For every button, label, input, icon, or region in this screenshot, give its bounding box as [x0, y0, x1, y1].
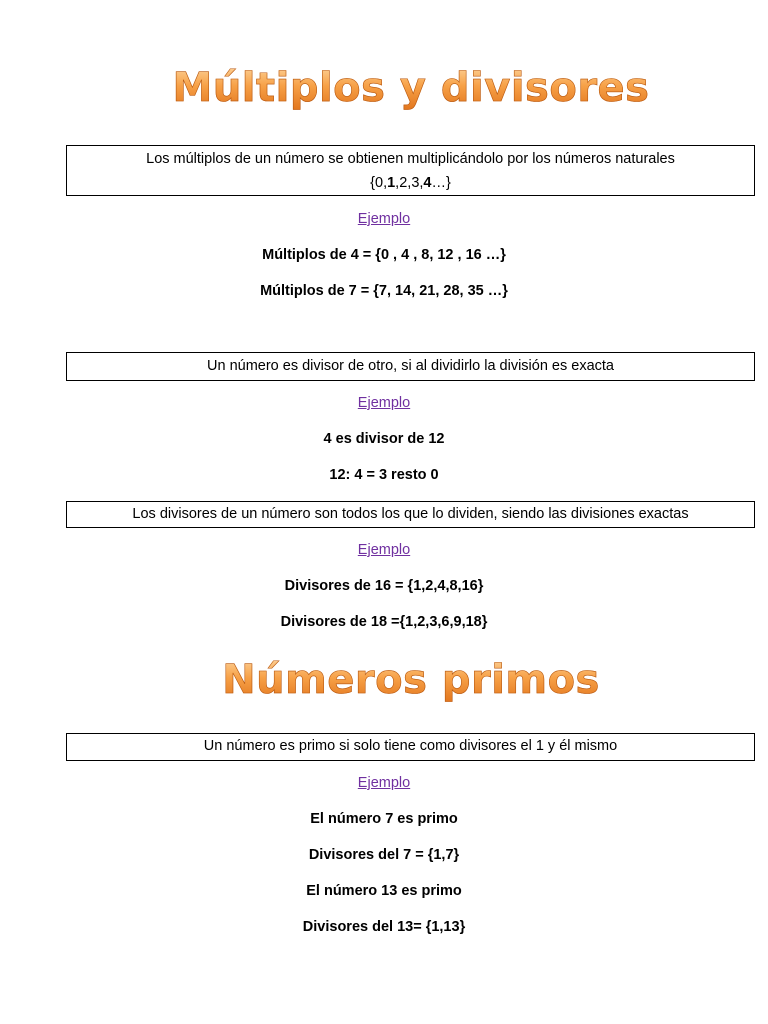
- set-number-0: 0: [374, 175, 384, 191]
- ejemplo-link-multiplos[interactable]: Ejemplo: [357, 211, 411, 227]
- example-line: Divisores del 7 = {1,7}: [308, 847, 460, 863]
- page-title-primos: Números primos: [27, 656, 768, 704]
- ejemplo-link-primos[interactable]: Ejemplo: [357, 775, 411, 791]
- example-line: 12: 4 = 3 resto 0: [329, 467, 439, 483]
- definition-text-multiplos: Los múltiplos de un número se obtienen multiplicándolo por los números naturales: [146, 151, 675, 167]
- definition-text-primos: Un número es primo si solo tiene como divisores el 1 y él mismo: [203, 738, 618, 754]
- definition-box-divisor: [66, 352, 755, 381]
- example-line: El número 7 es primo: [310, 811, 458, 827]
- definition-text-divisor: Un número es divisor de otro, si al dividirlo la división es exacta: [207, 358, 614, 374]
- ejemplo-link-divisor[interactable]: Ejemplo: [357, 395, 411, 411]
- set-brace-open: {: [370, 175, 375, 191]
- example-line: Múltiplos de 4 = {0 , 4 , 8, 12 , 16 …}: [262, 247, 506, 263]
- set-brace-close: …}: [431, 175, 451, 191]
- set-number-1: 1: [387, 175, 396, 191]
- example-line: Divisores de 16 = {1,2,4,8,16}: [284, 578, 484, 594]
- ejemplo-link-divisores[interactable]: Ejemplo: [357, 542, 411, 558]
- example-line: 4 es divisor de 12: [323, 431, 445, 447]
- set-separator: ,: [407, 175, 412, 191]
- definition-box-divisores: [66, 501, 755, 528]
- definition-box-multiplos: [66, 145, 755, 196]
- example-line: Divisores de 18 ={1,2,3,6,9,18}: [280, 614, 488, 630]
- set-separator: ,: [395, 175, 400, 191]
- set-number-3: 3: [411, 175, 420, 191]
- example-line: Divisores del 13= {1,13}: [302, 919, 466, 935]
- definition-box-primos: [66, 733, 755, 761]
- set-number-2: 2: [399, 175, 408, 191]
- set-number-4: 4: [423, 175, 432, 191]
- example-line: Múltiplos de 7 = {7, 14, 21, 28, 35 …}: [260, 283, 508, 299]
- natural-numbers-set: [67, 171, 754, 195]
- set-separator: ,: [383, 175, 388, 191]
- set-separator: ,: [419, 175, 424, 191]
- page-title-multiplos: Múltiplos y divisores: [27, 64, 768, 112]
- definition-text-divisores: Los divisores de un número son todos los que lo dividen, siendo las divisiones exactas: [132, 506, 689, 522]
- example-line: El número 13 es primo: [306, 883, 462, 899]
